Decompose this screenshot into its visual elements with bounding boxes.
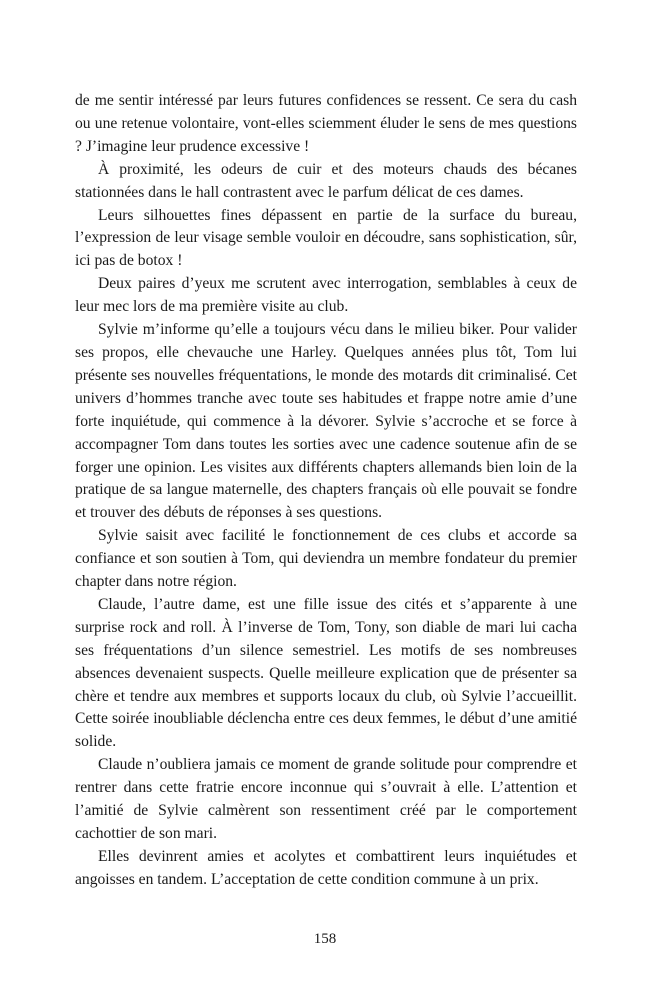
paragraph-2: À proximité, les odeurs de cuir et des moteurs chauds des bécanes stationnées dans le hall contrastent avec le parfum délicat de ces dames.: [75, 160, 577, 201]
paragraph-7: Claude, l’autre dame, est une fille issue des cités et s’apparente à une surprise rock and roll. À l’inverse de Tom, Tony, son diable de mari lui cacha ses fréquentations d’un silence semestriel. Les motifs de ses nombreuses absences devenaient suspects. Quelle meilleure explication que de présenter sa chère et tendre aux membres et supports locaux du club, où Sylvie l’accueillit. Cette soirée inoubliable déclencha entre ces deux femmes, le début d’une amitié solide.: [75, 595, 577, 751]
paragraph-6: Sylvie saisit avec facilité le fonctionnement de ces clubs et accorde sa confiance et son soutien à Tom, qui deviendra un membre fondateur du premier chapter dans notre région.: [75, 527, 577, 591]
paragraph-8: Claude n’oubliera jamais ce moment de grande solitude pour comprendre et rentrer dans cette fratrie encore inconnue qui s’ouvrait à elle. L’attention et l’amitié de Sylvie calmèrent son ressentiment créé par le comportement cachottier de son mari.: [75, 756, 577, 842]
paragraph-4: Deux paires d’yeux me scrutent avec interrogation, semblables à ceux de leur mec lors de ma première visite au club.: [75, 275, 577, 316]
paragraph-3: Leurs silhouettes fines dépassent en partie de la surface du bureau, l’expression de leur visage semble vouloir en découdre, sans sophistication, sûr, ici pas de botox !: [75, 206, 577, 270]
paragraph-9: Elles devinrent amies et acolytes et combattirent leurs inquiétudes et angoisses en tandem. L’acceptation de cette condition commune à un prix.: [75, 847, 577, 888]
page-body: [75, 90, 577, 892]
paragraph-5: Sylvie m’informe qu’elle a toujours vécu dans le milieu biker. Pour valider ses propos, elle chevauche une Harley. Quelques années plus tôt, Tom lui présente ses nouvelles fréquentations, le monde des motards dit criminalisé. Cet univers d’hommes tranche avec toute ses habitudes et frappe notre amie d’une forte inquiétude, qui commence à la dévorer. Sylvie s’accroche et se force à accompagner Tom dans toutes les sorties avec une cadence soutenue afin de se forger une opinion. Les visites aux différents chapters allemands bien loin de la pratique de sa langue maternelle, des chapters français où elle pouvait se fondre et trouver des débuts de réponses à ses questions.: [75, 321, 577, 522]
paragraph-1: de me sentir intéressé par leurs futures confidences se ressent. Ce sera du cash ou une retenue volontaire, vont-elles sciemment éluder le sens de mes questions ? J’imagine leur prudence excessive !: [75, 92, 577, 155]
page-number: 158: [313, 931, 337, 947]
